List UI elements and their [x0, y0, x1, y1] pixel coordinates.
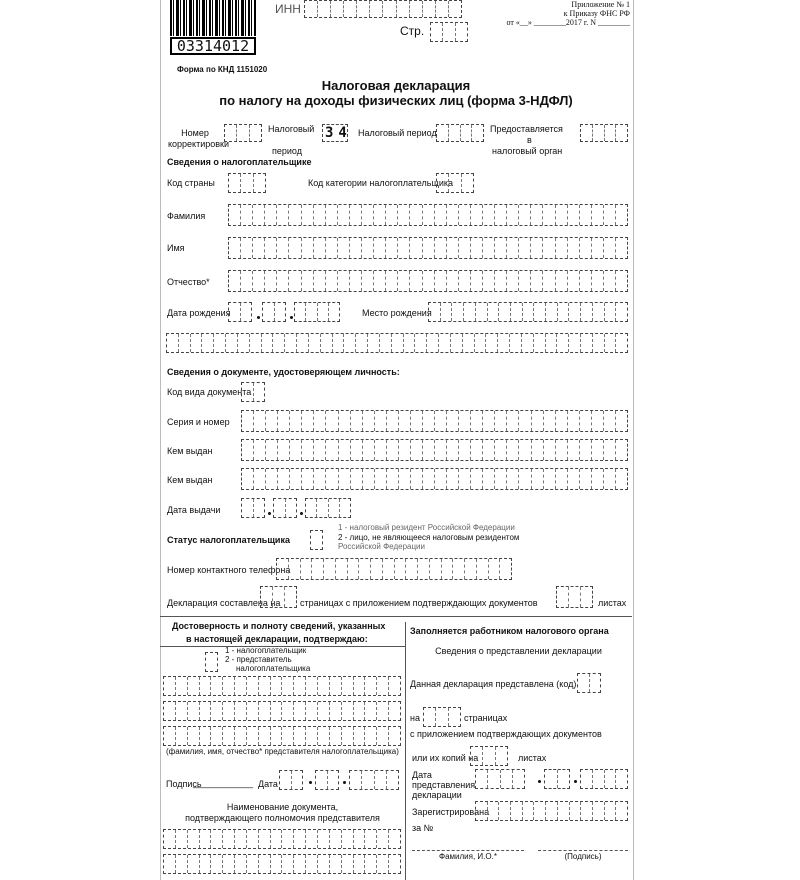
signature-caption-right: (Подпись) [564, 852, 602, 861]
section-divider [160, 616, 632, 617]
form-title-2: по налогу на доходы физических лиц (форма 3-НДФЛ) [219, 93, 573, 108]
declaration-pages-cells[interactable] [260, 586, 297, 608]
birth-day-cells[interactable] [228, 302, 252, 322]
signer-option-1: 1 - налогоплательщик [225, 646, 307, 655]
office-sheets-cells[interactable] [470, 746, 508, 766]
phone-label: Номер контактного телефона [167, 565, 291, 575]
tax-period-label-2: период [272, 146, 302, 156]
attach-label: с приложением подтверждающих документов [410, 729, 602, 739]
sheets-label: листах [518, 753, 547, 763]
signer-cell[interactable] [205, 652, 218, 672]
sign-year-cells[interactable] [349, 770, 399, 790]
date-separator [309, 781, 312, 784]
birth-year-cells[interactable] [294, 302, 340, 322]
surname-cells[interactable] [228, 204, 628, 226]
issue-year-cells[interactable] [305, 498, 351, 518]
confirm-title-1: Достоверность и полноту сведений, указанных [172, 621, 386, 631]
registered-label: Зарегистрирована [412, 807, 490, 817]
signer-option-2b: налогоплательщика [236, 664, 311, 673]
fio-caption-right: Фамилия, И.О.* [439, 852, 497, 861]
pages-label: Декларация составлена на [167, 598, 281, 608]
date-separator [343, 781, 346, 784]
authority-doc-title-1: Наименование документа, [226, 802, 339, 812]
sign-day-cells[interactable] [279, 770, 303, 790]
submitted-label-3: налоговый орган [492, 146, 563, 156]
appendix-line-3: от «__» ________2017 г. N ________ [506, 18, 630, 27]
inn-label: ИНН [275, 2, 301, 16]
correction-cells[interactable] [224, 124, 262, 142]
presentation-year-cells[interactable] [580, 769, 628, 789]
issued-by-label-2: Кем выдан [167, 475, 213, 485]
presentation-date-label-2: представления [412, 780, 476, 790]
inn-cells[interactable] [304, 0, 462, 18]
submitted-label-2: в [527, 135, 532, 145]
surname-label: Фамилия [167, 211, 206, 221]
signer-option-2: 2 - представитель [225, 655, 292, 664]
representative-name-cells-1[interactable] [163, 676, 401, 696]
issue-month-cells[interactable] [273, 498, 297, 518]
status-cell[interactable] [310, 530, 323, 550]
name-cells[interactable] [228, 237, 628, 259]
fio-caption: (фамилия, имя, отчество* представителя налогоплательщика) [166, 747, 399, 756]
form-title-1: Налоговая декларация [321, 78, 471, 93]
submitted-label-1: Предоставляется [490, 124, 563, 134]
doc-type-cells[interactable] [241, 382, 265, 402]
presentation-date-label-1: Дата [412, 770, 432, 780]
attached-sheets-cells[interactable] [556, 586, 593, 608]
signature-line-right [538, 850, 628, 851]
birth-place-cells-1[interactable] [428, 302, 628, 322]
appendix-line-2: к Приказу ФНС РФ [563, 9, 630, 18]
birth-place-cells-2[interactable] [166, 333, 628, 353]
registration-cells[interactable] [475, 801, 628, 821]
correction-label-1: Номер [181, 128, 209, 138]
series-number-cells[interactable] [241, 410, 628, 432]
pages-word-label: страницах [464, 713, 508, 723]
page-label: Стр. [400, 24, 425, 38]
issue-date-label: Дата выдачи [167, 505, 221, 515]
status-option-2b: Российской Федерации [338, 542, 425, 551]
tax-office-title: Заполняется работником налогового органа [410, 626, 609, 636]
pages-end-label: листах [598, 598, 627, 608]
status-option-1: 1 - налоговый резидент Российской Федерации [338, 523, 515, 532]
issued-by-label-1: Кем выдан [167, 446, 213, 456]
presentation-code-cells[interactable] [577, 673, 601, 693]
date-separator [290, 316, 293, 319]
status-option-2: 2 - лицо, не являющееся налоговым резидентом [338, 533, 520, 542]
pages-mid-label: страницах с приложением подтверждающих документов [300, 598, 538, 608]
tax-year-cells[interactable] [436, 124, 484, 142]
birth-date-label: Дата рождения [167, 308, 231, 318]
tax-period-label-1: Налоговый [268, 124, 315, 134]
barcode-number: 03314012 [170, 37, 256, 55]
representative-name-cells-2[interactable] [163, 701, 401, 721]
category-code-label: Код категории налогоплательщика [308, 178, 454, 188]
office-pages-cells[interactable] [423, 707, 461, 727]
appendix-line-1: Приложение № 1 [571, 0, 630, 9]
authority-doc-title-2: подтверждающего полномочия представителя [185, 813, 380, 823]
date-label: Дата [258, 779, 278, 789]
representative-name-cells-3[interactable] [163, 726, 401, 746]
tax-year-label: Налоговый период [358, 128, 437, 138]
date-separator [538, 780, 541, 783]
signature-label: Подпись [166, 779, 202, 789]
issued-by-cells-1[interactable] [241, 439, 628, 461]
document-section-title: Сведения о документе, удостоверяющем личность: [167, 367, 400, 377]
reg-number-label: за № [412, 823, 434, 833]
column-divider [405, 622, 406, 880]
tax-authority-cells[interactable] [580, 124, 628, 142]
page-cells[interactable] [430, 22, 468, 42]
sign-month-cells[interactable] [315, 770, 339, 790]
presentation-day-cells[interactable] [475, 769, 525, 789]
tax-office-subtitle: Сведения о представлении декларации [435, 646, 602, 656]
date-separator [257, 316, 260, 319]
form-code: Форма по КНД 1151020 [177, 65, 268, 74]
birth-place-label: Место рождения [362, 308, 432, 318]
date-separator [300, 512, 303, 515]
authority-doc-cells-2[interactable] [163, 854, 401, 874]
doc-type-label: Код вида документа [167, 387, 252, 397]
phone-cells[interactable] [276, 558, 512, 580]
copies-label: или их копий на [412, 753, 479, 763]
signature-line: ____________ [193, 778, 254, 788]
country-code-label: Код страны [167, 178, 215, 188]
presentation-date-label-3: декларации [412, 790, 462, 800]
on-label: на [410, 713, 420, 723]
date-separator [268, 512, 271, 515]
issued-by-cells-2[interactable] [241, 468, 628, 490]
tax-period-code[interactable]: 34 [322, 124, 348, 142]
birth-month-cells[interactable] [262, 302, 286, 322]
category-code-cells[interactable] [436, 173, 474, 193]
correction-label-2: корректировки [168, 139, 230, 149]
country-code-cells[interactable] [228, 173, 266, 193]
series-number-label: Серия и номер [167, 417, 230, 427]
taxpayer-section-title: Сведения о налогоплательщике [167, 157, 312, 167]
patronymic-label: Отчество* [167, 277, 210, 287]
presentation-month-cells[interactable] [544, 769, 570, 789]
name-label: Имя [167, 243, 185, 253]
date-separator [574, 780, 577, 783]
status-label: Статус налогоплательщика [167, 535, 290, 545]
fio-line [412, 850, 524, 851]
confirm-title-2: в настоящей декларации, подтверждаю: [186, 634, 368, 644]
presentation-code-label: Данная декларация представлена (код) [410, 679, 577, 689]
authority-doc-cells-1[interactable] [163, 829, 401, 849]
barcode [170, 0, 256, 36]
patronymic-cells[interactable] [228, 270, 628, 292]
issue-day-cells[interactable] [241, 498, 265, 518]
